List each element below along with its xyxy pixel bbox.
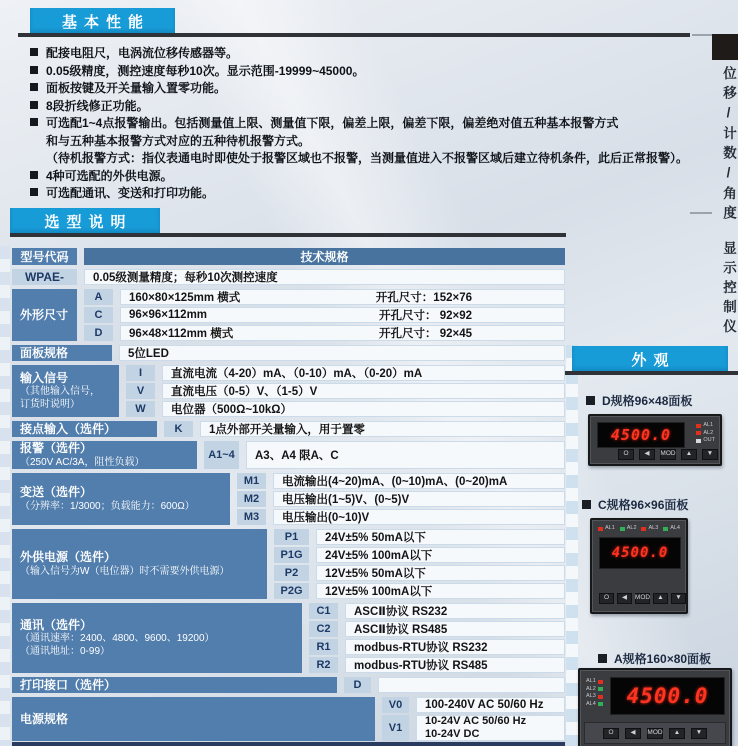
desc-text: 100-240V AC 50/60 Hz bbox=[425, 699, 544, 711]
option-row bbox=[126, 383, 565, 399]
label-subtext: 订货时说明） bbox=[20, 399, 80, 411]
option-desc bbox=[416, 697, 565, 713]
label-text: 电源规格 bbox=[20, 711, 69, 726]
model-desc bbox=[84, 269, 565, 285]
group-label bbox=[12, 365, 119, 417]
option-desc bbox=[273, 473, 565, 489]
option-row bbox=[274, 565, 565, 581]
led-dot-icon bbox=[696, 431, 701, 435]
section-title: 选型说明 bbox=[44, 213, 133, 231]
transmit-group bbox=[12, 473, 565, 525]
option-code: P1 bbox=[274, 529, 309, 545]
option-code: W bbox=[126, 401, 155, 417]
header-underline bbox=[565, 371, 738, 375]
option-desc bbox=[273, 509, 565, 525]
meter-button: O bbox=[603, 728, 619, 739]
panel-label-text: D规格96×48面板 bbox=[602, 394, 693, 408]
display-value: 4500.0 bbox=[610, 426, 672, 444]
square-bullet-icon bbox=[30, 83, 38, 91]
group-rows bbox=[274, 529, 565, 599]
section-header-selection bbox=[10, 208, 160, 234]
desc-line: 10-24V DC bbox=[425, 728, 480, 740]
selection-table bbox=[12, 248, 565, 741]
option-row bbox=[126, 401, 565, 417]
option-row bbox=[309, 603, 565, 619]
meter-button: ▼ bbox=[671, 593, 686, 604]
meter-button: O bbox=[618, 449, 634, 460]
led-display bbox=[599, 537, 681, 569]
feature-item-continuation bbox=[30, 149, 720, 167]
option-desc bbox=[416, 715, 565, 741]
square-bullet-icon bbox=[30, 118, 38, 126]
option-desc bbox=[345, 621, 565, 637]
model-code-cell: WPAE- bbox=[12, 269, 77, 285]
indicator-led bbox=[696, 438, 715, 444]
group-label bbox=[12, 345, 112, 361]
feature-text: 可选配通讯、变送和打印功能。 bbox=[46, 186, 215, 200]
option-desc bbox=[316, 529, 565, 545]
option-code: P1G bbox=[274, 547, 309, 563]
feature-item bbox=[30, 44, 720, 62]
desc-text: 1点外部开关量输入，用于置零 bbox=[209, 424, 365, 436]
display-value: 4500.0 bbox=[611, 545, 669, 561]
desc-text: 5位LED bbox=[128, 348, 169, 360]
feature-item bbox=[30, 184, 720, 202]
label-subtext: （250V AC/3A，阻性负载） bbox=[20, 456, 145, 468]
desc-text: 12V±5% 100mA以下 bbox=[325, 586, 433, 598]
option-code: C2 bbox=[309, 621, 338, 637]
option-desc bbox=[162, 383, 565, 399]
option-code: A bbox=[84, 289, 113, 305]
option-desc bbox=[273, 491, 565, 507]
option-desc bbox=[345, 603, 565, 619]
option-row bbox=[382, 715, 565, 741]
desc-text: 电流输出(4~20)mA、(0~10)mA、(0~20)mA bbox=[282, 476, 508, 488]
option-row bbox=[237, 509, 565, 525]
option-desc bbox=[316, 565, 565, 581]
option-code: V0 bbox=[382, 697, 409, 713]
indicator-leds bbox=[586, 679, 603, 707]
meter-button: ▲ bbox=[653, 593, 668, 604]
label-text: 外形尺寸 bbox=[20, 307, 69, 322]
option-code: A1~4 bbox=[204, 441, 239, 469]
indicator-led bbox=[586, 679, 603, 685]
feature-item bbox=[30, 62, 720, 80]
column-header-model: 型号代码 bbox=[12, 248, 77, 265]
desc-text bbox=[425, 715, 526, 740]
indicator-led bbox=[586, 702, 603, 708]
cutout-size: 开孔尺寸： 92×45 bbox=[379, 328, 472, 340]
indicator-led bbox=[620, 526, 637, 532]
meter-button: MOD bbox=[647, 728, 663, 739]
label-text: 面板规格 bbox=[20, 345, 69, 360]
led-label: AL1 bbox=[586, 678, 596, 684]
meter-buttons bbox=[599, 593, 686, 604]
print-interface-row bbox=[12, 677, 565, 693]
option-code: P2G bbox=[274, 583, 309, 599]
option-desc bbox=[345, 657, 565, 673]
option-row bbox=[237, 473, 565, 489]
label-text: 变送（选件） bbox=[20, 485, 93, 500]
square-bullet-icon bbox=[598, 654, 607, 663]
group-rows bbox=[309, 603, 565, 673]
group-label bbox=[12, 603, 302, 673]
group-label bbox=[12, 697, 375, 741]
option-code: M1 bbox=[237, 473, 266, 489]
communication-group bbox=[12, 603, 565, 673]
led-dot-icon bbox=[598, 680, 603, 684]
vertical-title-1: 位移/计数/角度 bbox=[721, 66, 736, 225]
led-label: AL3 bbox=[586, 693, 596, 699]
label-text: 报警（选件） bbox=[20, 441, 93, 456]
feature-item bbox=[30, 79, 720, 97]
desc-text: modbus-RTU协议 RS485 bbox=[354, 660, 488, 672]
option-desc bbox=[246, 441, 565, 469]
group-label bbox=[12, 441, 197, 469]
panel-spec-row bbox=[12, 345, 565, 361]
panel-label-a bbox=[598, 650, 711, 667]
square-bullet-icon bbox=[30, 171, 38, 179]
led-dot-icon bbox=[598, 695, 603, 699]
feature-item bbox=[30, 167, 720, 185]
led-dot-icon bbox=[620, 527, 625, 531]
desc-text: A3、A4 限A、C bbox=[255, 450, 339, 462]
section-title: 基本性能 bbox=[61, 13, 150, 31]
desc-text: 96×96×112mm bbox=[129, 309, 208, 321]
label-subtext: （输入信号为W（电位器）时不需要外供电源） bbox=[20, 565, 230, 577]
desc-text: 96×48×112mm 横式 bbox=[129, 328, 234, 340]
feature-text: 和与五种基本报警方式对应的五种待机报警方式。 bbox=[46, 133, 311, 148]
panel-label-d bbox=[586, 392, 692, 409]
meter-buttons bbox=[618, 449, 718, 460]
meter-button: ◀ bbox=[625, 728, 641, 739]
section-header-appearance bbox=[572, 346, 728, 372]
led-label: AL2 bbox=[703, 429, 714, 436]
led-label: AL4 bbox=[586, 700, 596, 707]
feature-item-continuation bbox=[30, 132, 720, 150]
alarm-row bbox=[12, 441, 565, 469]
meter-button: ◀ bbox=[639, 449, 655, 460]
option-desc bbox=[316, 547, 565, 563]
desc-text: 160×80×125mm 横式 bbox=[129, 292, 241, 304]
option-desc bbox=[345, 639, 565, 655]
led-dot-icon bbox=[598, 527, 603, 531]
option-row bbox=[274, 583, 565, 599]
display-value: 4500.0 bbox=[626, 684, 709, 708]
external-power-group bbox=[12, 529, 565, 599]
indicator-led bbox=[598, 526, 615, 532]
led-label: AL4 bbox=[670, 525, 680, 531]
desc-text: 电位器（500Ω~10kΩ） bbox=[171, 404, 293, 416]
option-row bbox=[274, 547, 565, 563]
input-signal-group bbox=[12, 365, 565, 417]
feature-text: 0.05级精度，测控速度每秒10次。显示范围-19999~45000。 bbox=[46, 63, 365, 78]
feature-item bbox=[30, 97, 720, 115]
led-label: AL2 bbox=[626, 525, 637, 531]
desc-text: ASCⅡ协议 RS232 bbox=[354, 606, 448, 618]
section-header-basic bbox=[30, 8, 175, 34]
led-label: OUT bbox=[703, 437, 715, 443]
header-underline-stub bbox=[690, 212, 712, 214]
option-desc bbox=[120, 289, 565, 305]
panel-label-text: A规格160×80面板 bbox=[614, 652, 712, 666]
option-row bbox=[309, 657, 565, 673]
option-code: I bbox=[126, 365, 155, 381]
label-subtext: （其他输入信号， bbox=[20, 386, 100, 398]
indicator-led bbox=[641, 526, 658, 532]
indicator-led bbox=[663, 526, 680, 532]
square-bullet-icon bbox=[586, 396, 595, 405]
model-code-row bbox=[12, 269, 565, 285]
vertical-title-2: 显示控制仪 bbox=[721, 241, 736, 339]
group-label bbox=[12, 289, 77, 341]
label-subtext: （通讯速率：2400、4800、9600、19200） bbox=[20, 633, 215, 645]
indicator-leds bbox=[696, 423, 715, 444]
label-subtext: （通讯地址：0-99） bbox=[20, 646, 111, 658]
square-bullet-icon bbox=[30, 101, 38, 109]
option-row bbox=[309, 621, 565, 637]
option-code: D bbox=[344, 677, 371, 693]
group-rows bbox=[237, 473, 565, 525]
square-bullet-icon bbox=[582, 500, 591, 509]
section-title: 外观 bbox=[631, 351, 676, 369]
option-code: C1 bbox=[309, 603, 338, 619]
option-desc bbox=[162, 401, 565, 417]
meter-button: O bbox=[599, 593, 614, 604]
feature-text: 4种可选配的外供电源。 bbox=[46, 168, 173, 183]
header-underline bbox=[10, 233, 566, 237]
checker-strip-left bbox=[0, 246, 10, 746]
led-display bbox=[610, 677, 725, 715]
led-dot-icon bbox=[663, 527, 668, 531]
group-rows bbox=[382, 697, 565, 741]
option-row bbox=[309, 639, 565, 655]
led-display bbox=[597, 422, 685, 448]
desc-text: 0.05级测量精度；每秒10次测控速度 bbox=[93, 272, 278, 284]
square-bullet-icon bbox=[30, 188, 38, 196]
feature-text: 面板按键及开关量输入置零功能。 bbox=[46, 81, 227, 95]
header-underline bbox=[18, 33, 690, 37]
meter-button: ▼ bbox=[691, 728, 707, 739]
feature-list bbox=[30, 44, 720, 202]
option-row bbox=[382, 697, 565, 713]
panel-meter-d bbox=[588, 414, 722, 466]
group-label bbox=[12, 473, 230, 525]
indicator-led bbox=[696, 423, 715, 429]
option-row bbox=[84, 289, 565, 305]
cutout-size: 开孔尺寸：152×76 bbox=[375, 292, 472, 304]
feature-text: 8段折线修正功能。 bbox=[46, 98, 149, 113]
desc-text: ASCⅡ协议 RS485 bbox=[354, 624, 448, 636]
indicator-leds bbox=[598, 526, 680, 532]
desc-text: 直流电压（0-5）V、（1-5）V bbox=[171, 386, 318, 398]
desc-text: 24V±5% 50mA以下 bbox=[325, 532, 426, 544]
indicator-led bbox=[586, 694, 603, 700]
option-desc bbox=[119, 345, 565, 361]
group-label bbox=[12, 529, 267, 599]
square-bullet-icon bbox=[30, 66, 38, 74]
desc-text: modbus-RTU协议 RS232 bbox=[354, 642, 488, 654]
square-bullet-icon bbox=[30, 48, 38, 56]
option-row bbox=[84, 325, 565, 341]
led-dot-icon bbox=[598, 687, 603, 691]
led-dot-icon bbox=[598, 702, 603, 706]
option-code: R2 bbox=[309, 657, 338, 673]
desc-text: 电压输出(1~5)V、(0~5)V bbox=[282, 494, 410, 506]
feature-text: 配接电阻尺，电涡流位移传感器等。 bbox=[46, 46, 239, 60]
meter-button: ▲ bbox=[681, 449, 697, 460]
option-row bbox=[274, 529, 565, 545]
option-desc bbox=[378, 677, 565, 693]
meter-button: MOD bbox=[660, 449, 676, 460]
desc-text: 直流电流（4-20）mA、（0-10）mA、（0-20）mA bbox=[171, 368, 423, 380]
option-desc bbox=[316, 583, 565, 599]
column-header-spec: 技术规格 bbox=[84, 248, 565, 265]
led-label: AL2 bbox=[586, 685, 596, 692]
feature-item bbox=[30, 114, 720, 132]
panel-label-text: C规格96×96面板 bbox=[598, 498, 689, 512]
label-text: 打印接口（选件） bbox=[20, 677, 117, 692]
option-code: M3 bbox=[237, 509, 266, 525]
panel-label-c bbox=[582, 496, 688, 513]
indicator-led bbox=[586, 687, 603, 693]
panel-meter-a bbox=[578, 668, 732, 746]
option-code: M2 bbox=[237, 491, 266, 507]
led-label: AL3 bbox=[648, 525, 659, 531]
option-code: K bbox=[164, 421, 193, 437]
option-desc bbox=[120, 325, 565, 341]
power-spec-group bbox=[12, 697, 565, 741]
header-underline-stub bbox=[692, 34, 714, 36]
label-text: 接点输入（选件） bbox=[20, 421, 117, 436]
option-desc bbox=[162, 365, 565, 381]
led-dot-icon bbox=[696, 424, 701, 428]
label-subtext: （分辨率：1/3000；负载能力：600Ω） bbox=[20, 500, 195, 512]
led-label: AL1 bbox=[605, 525, 615, 531]
group-label bbox=[12, 421, 157, 437]
option-row bbox=[126, 365, 565, 381]
group-rows bbox=[126, 365, 565, 417]
feature-text: （待机报警方式：指仪表通电时即使处于报警区域也不报警，当测量值进入不报警区域后建立待机条件，此后正常报警）。 bbox=[46, 151, 689, 165]
label-text: 外供电源（选件） bbox=[20, 550, 117, 565]
option-desc bbox=[120, 307, 565, 323]
led-dot-icon bbox=[696, 439, 701, 443]
group-label bbox=[12, 677, 337, 693]
option-code: C bbox=[84, 307, 113, 323]
option-desc bbox=[200, 421, 565, 437]
desc-text: 24V±5% 100mA以下 bbox=[325, 550, 433, 562]
option-code: P2 bbox=[274, 565, 309, 581]
group-rows bbox=[84, 289, 565, 341]
meter-button: ▼ bbox=[702, 449, 718, 460]
dimensions-group bbox=[12, 289, 565, 341]
option-code: V1 bbox=[382, 715, 409, 741]
meter-button: MOD bbox=[635, 593, 650, 604]
label-text: 通讯（选件） bbox=[20, 617, 93, 632]
label-text: 输入信号 bbox=[20, 370, 69, 385]
feature-text: 可选配1~4点报警输出。包括测量值上限、测量值下限，偏差上限，偏差下限，偏差绝对值五种基本报警方式 bbox=[46, 116, 619, 130]
led-label: AL1 bbox=[703, 422, 714, 428]
option-code: V bbox=[126, 383, 155, 399]
indicator-led bbox=[696, 431, 715, 437]
contact-input-row bbox=[12, 421, 565, 437]
desc-text: 12V±5% 50mA以下 bbox=[325, 568, 426, 580]
option-row bbox=[237, 491, 565, 507]
cutout-size: 开孔尺寸： 92×92 bbox=[379, 310, 472, 322]
desc-line: 10-24V AC 50/60 Hz bbox=[425, 715, 527, 728]
option-code: D bbox=[84, 325, 113, 341]
checker-strip-middle bbox=[566, 345, 578, 746]
desc-text: 电压输出(0~10)V bbox=[282, 512, 370, 524]
option-row bbox=[84, 307, 565, 323]
led-dot-icon bbox=[641, 527, 646, 531]
footer-bar bbox=[12, 742, 565, 746]
panel-meter-c bbox=[590, 518, 688, 614]
meter-buttons bbox=[584, 722, 726, 744]
option-code: R1 bbox=[309, 639, 338, 655]
meter-button: ▲ bbox=[669, 728, 685, 739]
meter-button: ◀ bbox=[617, 593, 632, 604]
table-header-row bbox=[12, 248, 565, 265]
